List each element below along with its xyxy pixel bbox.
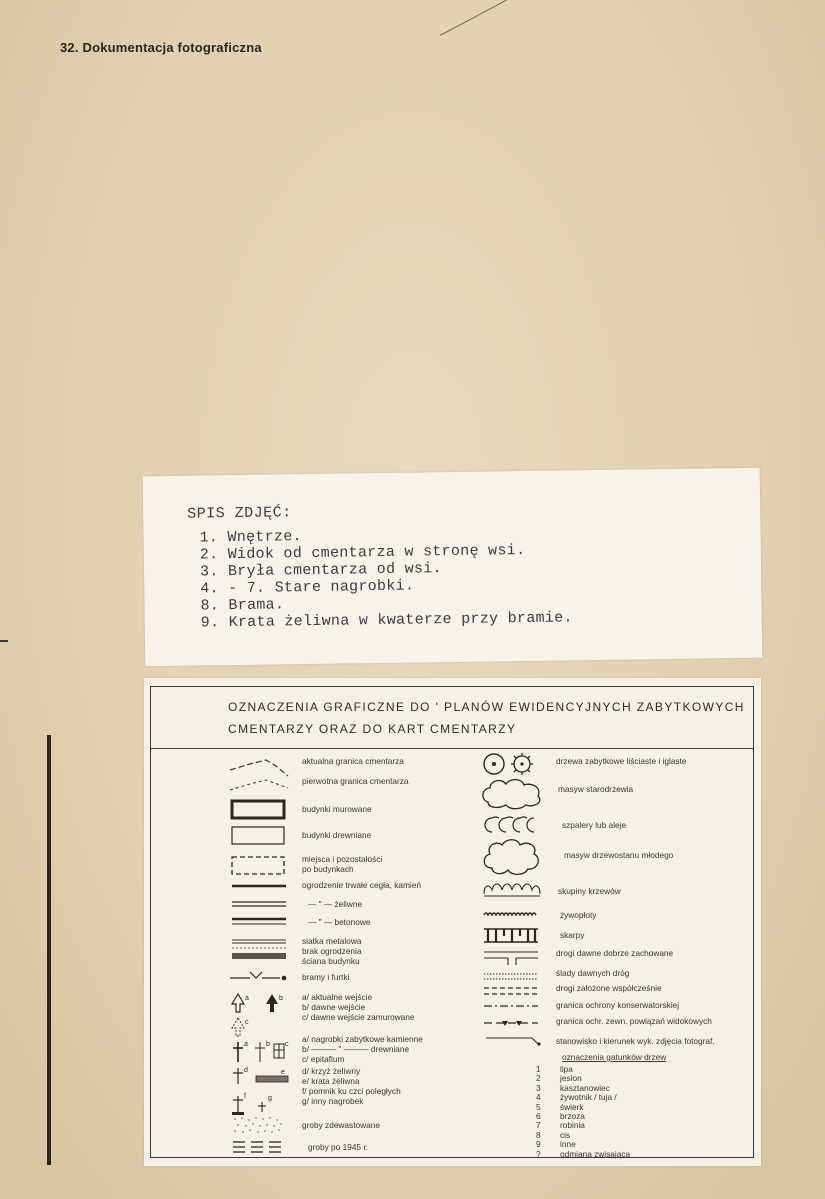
symbol-letter-a: a bbox=[245, 995, 249, 1002]
building-remains-icon bbox=[230, 854, 288, 878]
edge-mark bbox=[0, 640, 8, 642]
legend-label: drzewa zabytkowe liściaste i iglaste bbox=[556, 756, 687, 766]
legend-label: stanowisko i kierunek wyk. zdjęcia fotograf. bbox=[556, 1036, 715, 1046]
legend-label: budynki drewniane bbox=[302, 830, 372, 840]
original-boundary-icon bbox=[228, 776, 290, 794]
legend-label: ogrodzenie trwałe cegła, kamień bbox=[302, 880, 421, 890]
list-item: 4. - 7. Stare nagrobki. bbox=[200, 577, 415, 598]
entrance-icons bbox=[230, 992, 290, 1038]
legend-label: pierwotna granica cmentarza bbox=[302, 776, 409, 786]
legend-label: drogi założone współcześnie bbox=[556, 983, 662, 993]
young-stand-icon bbox=[480, 838, 546, 878]
photo-list-card bbox=[143, 468, 763, 667]
legend-label: drogi dawne dobrze zachowane bbox=[556, 948, 674, 958]
iron-cross-icons bbox=[230, 1066, 292, 1120]
legend-card bbox=[144, 678, 761, 1166]
symbol-letter-b: b bbox=[279, 995, 283, 1002]
legend-label: masyw starodrzewia bbox=[558, 784, 634, 794]
iron-fence-icon bbox=[230, 898, 288, 912]
species-name: odmiana zwisająca bbox=[560, 1148, 631, 1159]
symbol-letter-e: e bbox=[281, 1069, 285, 1076]
historic-trees-icon bbox=[482, 750, 544, 778]
concrete-fence-icon bbox=[230, 914, 288, 930]
scratch-mark bbox=[440, 0, 546, 36]
wooden-building-icon bbox=[230, 824, 288, 848]
legend-title-line2: CMENTARZY ORAZ DO KART CMENTARZY bbox=[228, 722, 517, 736]
legend-title-line1: OZNACZENIA GRAFICZNE DO ' PLANÓW EWIDENCYJNYCH ZABYTKOWYCH bbox=[228, 700, 745, 714]
legend-label: bramy i furtki bbox=[302, 972, 350, 982]
species-name: lipa bbox=[560, 1064, 573, 1074]
species-name: cis bbox=[560, 1129, 571, 1140]
hedge-icon bbox=[482, 908, 544, 920]
legend-label: ślady dawnych dróg bbox=[556, 968, 630, 978]
symbol-letter-b: b bbox=[266, 1041, 270, 1048]
species-number: 7 bbox=[536, 1120, 541, 1131]
list-item: 2. Widok od cmentarza w stronę wsi. bbox=[199, 541, 526, 564]
legend-label: żywopłoty bbox=[560, 910, 597, 920]
species-number: 3 bbox=[536, 1082, 541, 1093]
legend-label: granica ochr. zewn. powiązań widokowych bbox=[556, 1016, 712, 1026]
mesh-fence-icon bbox=[230, 936, 288, 964]
old-stand-icon bbox=[480, 776, 546, 810]
legend-label: d/ krzyż żeliwny e/ krata żeliwna f/ pomnik ku czci poległych g/ inny nagrobek bbox=[302, 1066, 401, 1106]
species-name: robinia bbox=[560, 1120, 585, 1131]
species-number: 4 bbox=[536, 1092, 541, 1103]
view-protection-boundary-icon bbox=[482, 1016, 544, 1030]
species-name: kasztanowiec bbox=[560, 1082, 610, 1093]
modern-roads-icon bbox=[482, 984, 544, 998]
symbol-letter-c: c bbox=[245, 1019, 249, 1026]
devastated-graves-icon bbox=[230, 1114, 288, 1136]
species-name: jesion bbox=[560, 1073, 582, 1084]
shrub-groups-icon bbox=[482, 880, 548, 900]
legend-label: groby po 1945 r. bbox=[308, 1142, 368, 1152]
avenue-icon bbox=[482, 814, 544, 836]
post1945-graves-icon bbox=[230, 1138, 288, 1158]
species-name: inne bbox=[560, 1139, 576, 1150]
brick-building-icon bbox=[230, 798, 288, 822]
species-name: świerk bbox=[560, 1101, 584, 1112]
legend-label: szpalery lub aleje bbox=[562, 820, 627, 830]
species-number: 6 bbox=[536, 1111, 541, 1121]
species-number: 1 bbox=[536, 1064, 541, 1074]
legend-label: groby zdewastowane bbox=[302, 1120, 380, 1130]
tombstone-icons bbox=[230, 1038, 292, 1066]
escarpment-icon bbox=[482, 926, 544, 946]
species-name: żywotnik / tuja / bbox=[560, 1092, 617, 1103]
list-item: 9. Krata żeliwna w kwaterze przy bramie. bbox=[200, 609, 573, 632]
old-roads-icon bbox=[482, 948, 544, 966]
legend-label: skarpy bbox=[560, 930, 585, 940]
page-title: 32. Dokumentacja fotograficzna bbox=[60, 40, 262, 55]
legend-label: masyw drzewostanu młodego bbox=[564, 850, 674, 860]
legend-label: budynki murowane bbox=[302, 804, 372, 814]
conservation-boundary-icon bbox=[482, 1000, 544, 1012]
legend-label: a/ nagrobki zabytkowe kamienne b/ ——— " ——— drewniane c/ epitafium bbox=[302, 1034, 423, 1064]
symbol-letter-f: f bbox=[244, 1093, 246, 1100]
legend-label: granica ochrony konserwatorskiej bbox=[556, 1000, 680, 1010]
species-number: 2 bbox=[536, 1073, 541, 1084]
legend-label: skupiny krzewów bbox=[558, 886, 621, 896]
symbol-letter-c: c bbox=[285, 1041, 289, 1048]
road-traces-icon bbox=[482, 970, 544, 982]
symbol-letter-g: g bbox=[268, 1095, 272, 1102]
symbol-letter-d: d bbox=[244, 1067, 248, 1074]
species-number: 9 bbox=[536, 1139, 541, 1150]
photo-position-icon bbox=[484, 1034, 544, 1048]
species-number: 5 bbox=[536, 1101, 541, 1112]
species-number: 8 bbox=[536, 1129, 541, 1140]
margin-bar bbox=[47, 735, 51, 1165]
list-item: 8. Brama. bbox=[200, 596, 285, 615]
species-title: oznaczenia gatunków drzew bbox=[562, 1052, 667, 1062]
legend-label: — " — betonowe bbox=[308, 917, 371, 927]
masonry-fence-icon bbox=[230, 880, 288, 892]
legend-label: — " — żeliwne bbox=[308, 899, 363, 909]
legend-label: miejsca i pozostałości po budynkach bbox=[302, 854, 383, 874]
legend-divider bbox=[150, 748, 754, 749]
species-number: ? bbox=[536, 1148, 541, 1159]
legend-label: aktualna granica cmentarza bbox=[302, 756, 404, 766]
photo-list-title: SPIS ZDJĘĆ: bbox=[187, 504, 292, 523]
legend-label: siatka metalowa brak ogrodzenia ściana budynku bbox=[302, 936, 362, 966]
symbol-letter-a: a bbox=[244, 1041, 248, 1048]
list-item: 1. Wnętrze. bbox=[199, 528, 303, 547]
gate-icon bbox=[228, 968, 290, 984]
species-name: brzoza bbox=[560, 1111, 585, 1121]
legend-label: a/ aktualne wejście b/ dawne wejście c/ dawne wejście zamurowane bbox=[302, 992, 415, 1022]
photo-list-entries bbox=[199, 524, 572, 631]
list-item: 3. Bryła cmentarza od wsi. bbox=[199, 560, 442, 581]
